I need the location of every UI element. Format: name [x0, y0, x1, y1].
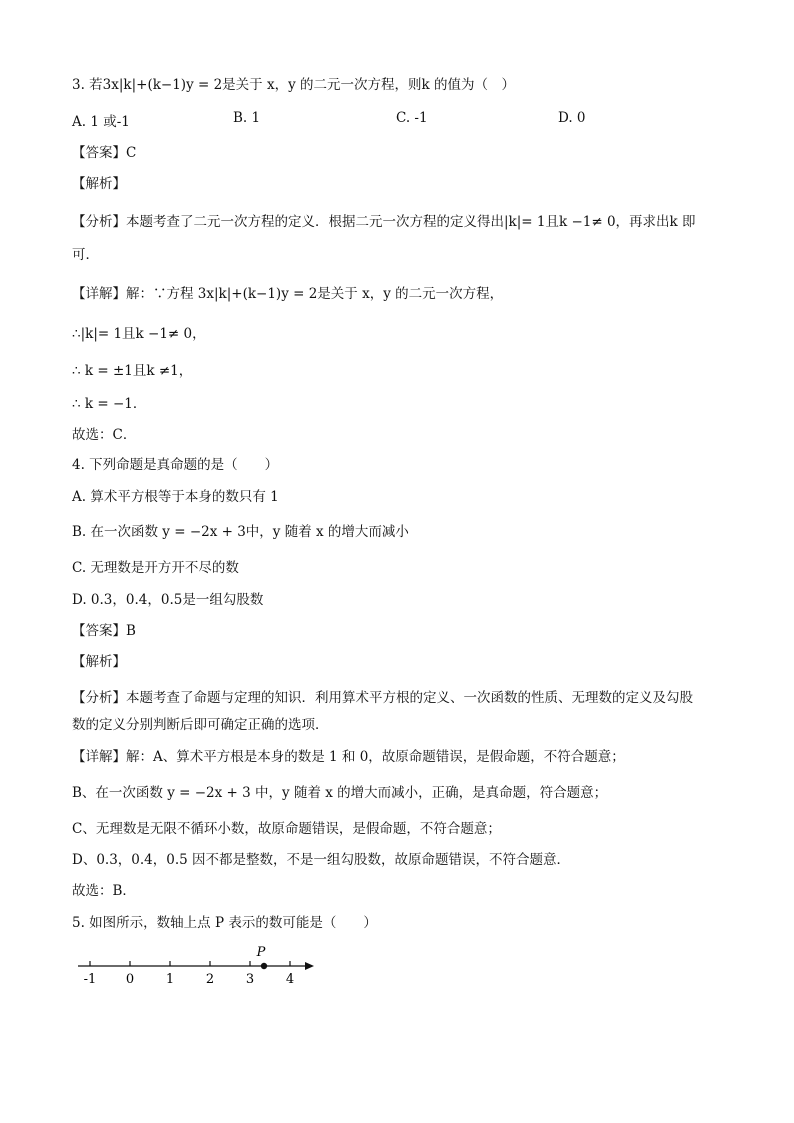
q3-detail-line-2: ∴|k|= 1且k −1≠ 0，: [72, 326, 206, 342]
q4-option-b: B. 在一次函数 y = −2x + 3中，y 随着 x 的增大而减小: [72, 524, 409, 540]
q3-detail-line-4: ∴ k = −1．: [72, 396, 147, 412]
q4-option-a: A. 算术平方根等于本身的数只有 1: [72, 489, 279, 505]
number-line-figure: [72, 940, 322, 990]
q3-option-b: B. 1: [233, 110, 261, 126]
q3-detail-line-1: 【详解】解：∵方程 3x|k|+(k−1)y = 2是关于 x，y 的二元一次方程，: [72, 286, 504, 302]
point-p-label: P: [256, 945, 266, 960]
q4-choose: 故选：B．: [72, 883, 136, 899]
q3-fenxi-line-2: 可．: [72, 247, 99, 263]
point-p-marker: [261, 963, 267, 969]
q4-answer: 【答案】B: [72, 623, 136, 639]
q3-fenxi-line-1: 【分析】本题考查了二元一次方程的定义．根据二元一次方程的定义得出|k|= 1且k −1≠ 0，再求出k 即: [72, 214, 696, 230]
q3-analysis-tag: 【解析】: [72, 176, 126, 192]
q3-answer: 【答案】C: [72, 145, 137, 161]
q4-detail-line-3: C、无理数是无限不循环小数，故原命题错误，是假命题，不符合题意；: [72, 821, 501, 837]
q3-detail-line-3: ∴ k = ±1且k ≠1，: [72, 363, 193, 379]
q4-option-c: C. 无理数是开方开不尽的数: [72, 560, 239, 576]
tick-label: 4: [285, 972, 295, 987]
tick-label: 2: [205, 972, 215, 987]
q3-choose: 故选：C．: [72, 427, 137, 443]
q3-option-a: A. 1 或-1: [72, 114, 130, 130]
q4-analysis-tag: 【解析】: [72, 654, 126, 670]
q4-fenxi-line-2: 数的定义分别判断后即可确定正确的选项．: [72, 717, 329, 733]
tick-label: 3: [245, 972, 255, 987]
q4-fenxi-line-1: 【分析】本题考查了命题与定理的知识．利用算术平方根的定义、一次函数的性质、无理数的定义及勾股: [72, 690, 693, 706]
q3-option-d: D. 0: [558, 110, 586, 126]
q4-stem: 4. 下列命题是真命题的是（ ）: [72, 457, 279, 473]
q4-detail-line-1: 【详解】解：A、算术平方根是本身的数是 1 和 0，故原命题错误，是假命题，不符合题意；: [72, 749, 625, 765]
q3-option-c: C. -1: [396, 110, 428, 126]
q4-detail-line-2: B、在一次函数 y = −2x + 3 中，y 随着 x 的增大而减小，正确，是真命题，符合题意；: [72, 785, 608, 801]
q3-stem: 3. 若3x|k|+(k−1)y = 2是关于 x，y 的二元一次方程，则k 的值为（ ）: [72, 77, 515, 93]
tick-label: 1: [165, 972, 175, 987]
tick-label: 0: [125, 972, 135, 987]
q4-option-d: D. 0.3，0.4，0.5是一组勾股数: [72, 592, 264, 608]
number-line-arrow: [305, 962, 314, 970]
tick-label: -1: [83, 972, 97, 987]
q4-detail-line-4: D、0.3，0.4，0.5 因不都是整数，不是一组勾股数，故原命题错误，不符合题意．: [72, 852, 571, 868]
q5-stem: 5. 如图所示，数轴上点 P 表示的数可能是（ ）: [72, 915, 377, 931]
